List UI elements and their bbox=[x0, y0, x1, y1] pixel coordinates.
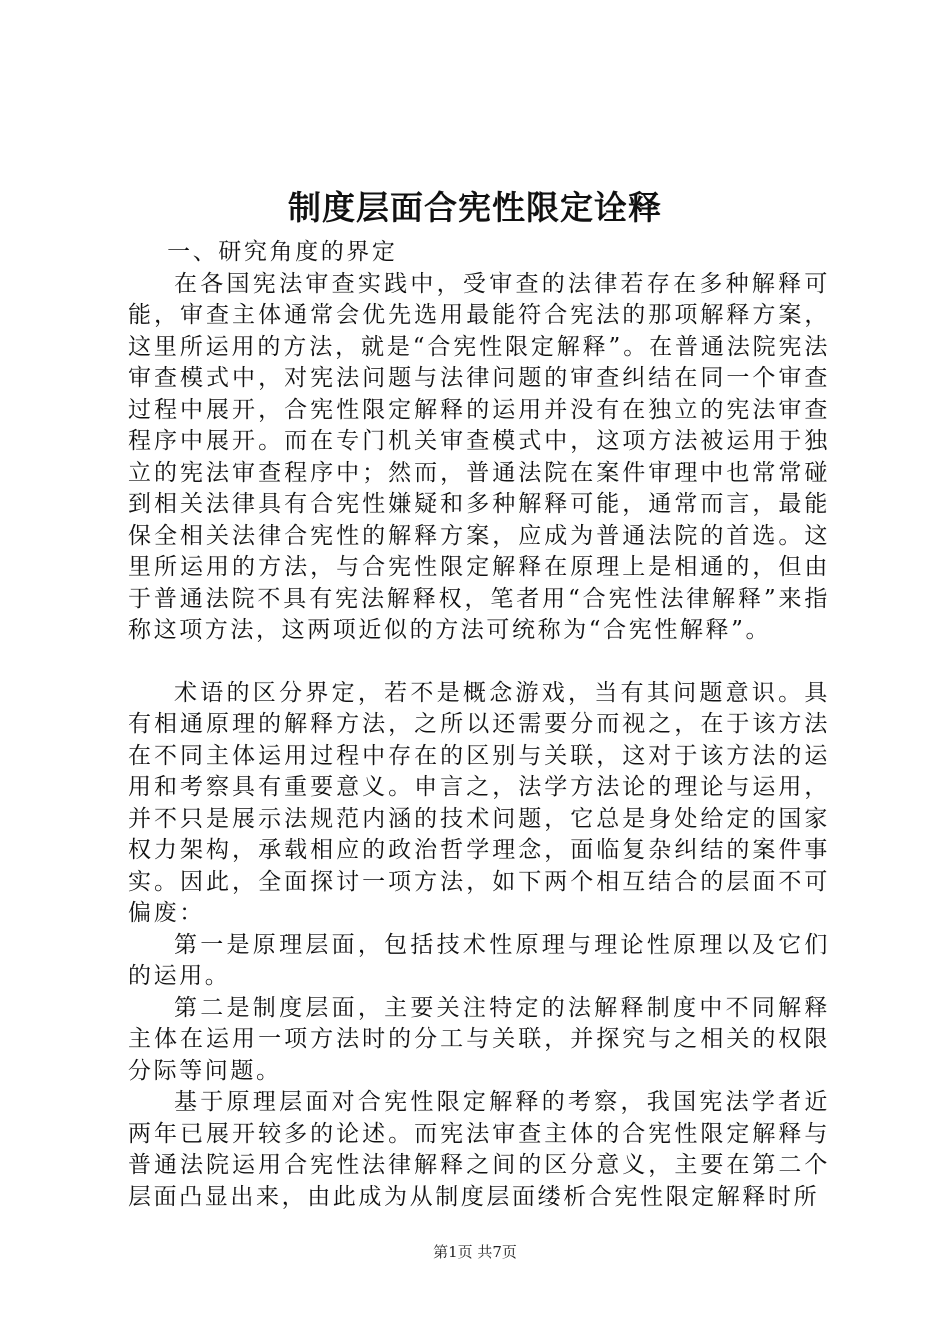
section-heading: 一、研究角度的界定 bbox=[167, 239, 398, 265]
paragraph: 第一是原理层面，包括技术性原理与理论性原理以及它们的运用。 bbox=[128, 931, 830, 989]
document-title: 制度层面合宪性限定诠释 bbox=[288, 188, 662, 227]
paragraph: 在各国宪法审查实践中，受审查的法律若存在多种解释可能，审查主体通常会优先选用最能符合宪法的那项解释方案，这里所运用的方法，就是“合宪性限定解释”。在普通法院宪法审查模式中，对宪法问题与法律问题的审查纠结在同一个审查过程中展开，合宪性限定解释的运用并没有在独立的宪法审查程序中展开。而在专门机关审查模式中，这项方法被运用于独立的宪法审查程序中；然而，普通法院在案件审理中也常常碰到相关法律具有合宪性嫌疑和多种解释可能，通常而言，最能保全相关法律合宪性的解释方案，应成为普通法院的首选。这里所运用的方法，与合宪性限定解释在原理上是相通的，但由于普通法院不具有宪法解释权，笔者用“合宪性法律解释”来指称这项方法，这两项近似的方法可统称为“合宪性解释”。 bbox=[128, 270, 830, 643]
paragraph: 术语的区分界定，若不是概念游戏，当有其问题意识。具有相通原理的解释方法，之所以还需要分而视之，在于该方法在不同主体运用过程中存在的区别与关联，这对于该方法的运用和考察具有重要意义。申言之，法学方法论的理论与运用，并不只是展示法规范内涵的技术问题，它总是身处给定的国家权力架构，承载相应的政治哲学理念，面临复杂纠结的案件事实。因此，全面探讨一项方法，如下两个相互结合的层面不可偏废： bbox=[128, 679, 830, 926]
page-number-footer: 第1页 共7页 bbox=[433, 1243, 517, 1261]
paragraph: 第二是制度层面，主要关注特定的法解释制度中不同解释主体在运用一项方法时的分工与关联，并探究与之相关的权限分际等问题。 bbox=[128, 994, 830, 1084]
paragraph: 基于原理层面对合宪性限定解释的考察，我国宪法学者近两年已展开较多的论述。而宪法审查主体的合宪性限定解释与普通法院运用合宪性法律解释之间的区分意义，主要在第二个层面凸显出来，由此成为从制度层面缕析合宪性限定解释时所 bbox=[128, 1089, 830, 1210]
document-body bbox=[128, 237, 830, 1213]
